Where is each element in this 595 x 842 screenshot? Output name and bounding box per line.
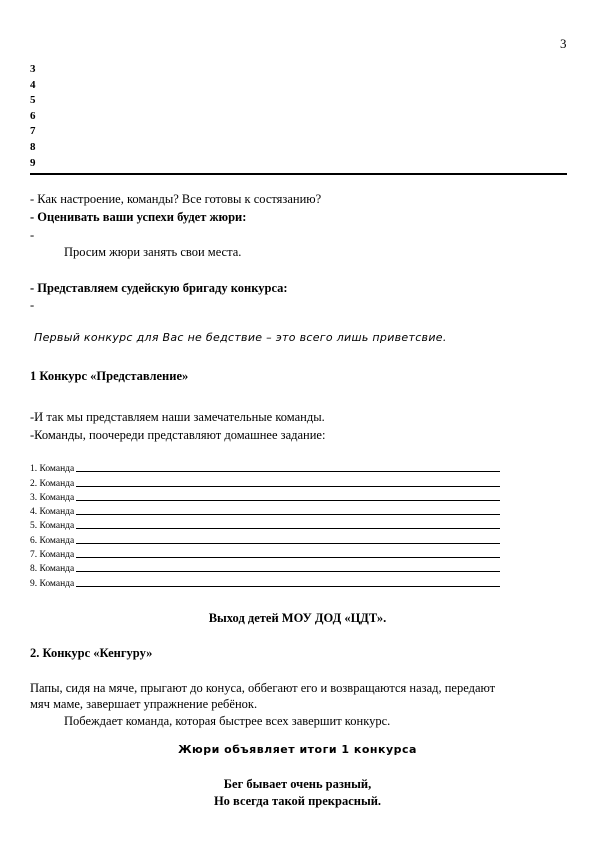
blank-line <box>76 471 500 472</box>
team-row <box>30 460 500 474</box>
contest-1-line: -И так мы представляем наши замечательные команды. <box>30 410 325 424</box>
team-label: 3. Команда <box>30 492 75 503</box>
list-item: 9 <box>30 156 36 169</box>
italic-greeting-line: Первый конкурс для Вас не бедствие – это всего лишь приветсвие. <box>34 331 447 344</box>
blank-line <box>76 586 500 587</box>
team-row <box>30 517 500 531</box>
contest-1-line: -Команды, поочереди представляют домашнее задание: <box>30 428 326 442</box>
team-label: 8. Команда <box>30 564 75 575</box>
intro-line-seats: Просим жюри занять свои места. <box>64 245 242 259</box>
list-item: 4 <box>30 78 36 91</box>
intro-line-mood: - Как настроение, команды? Все готовы к состязанию? <box>30 192 322 206</box>
blank-line <box>76 528 500 529</box>
blank-line <box>76 514 500 515</box>
list-item: 6 <box>30 109 36 122</box>
blank-line <box>76 543 500 544</box>
contest-2-line: мяч маме, завершает упражнение ребёнок. <box>30 697 258 711</box>
poem-line: Но всегда такой прекрасный. <box>213 794 382 808</box>
jury-announcement: Жюри объявляет итоги 1 конкурса <box>178 743 417 756</box>
intro-line-brigade: - Представляем судейскую бригаду конкурса: <box>30 281 288 295</box>
page-number: 3 <box>560 36 567 51</box>
team-label: 5. Команда <box>30 521 75 532</box>
contest-2-title: 2. Конкурс «Кенгуру» <box>30 646 153 660</box>
list-item: 5 <box>30 94 36 107</box>
team-label: 4. Команда <box>30 507 75 518</box>
contest-2-line: Побеждает команда, которая быстрее всех завершит конкурс. <box>64 714 391 728</box>
team-row <box>30 560 500 574</box>
team-row <box>30 474 500 488</box>
team-label: 6. Команда <box>30 535 75 546</box>
intro-line-jury: - Оценивать ваши успехи будет жюри: <box>30 210 247 224</box>
team-row <box>30 574 500 588</box>
team-list <box>30 460 500 589</box>
intro-dash: - <box>30 228 35 242</box>
blank-line <box>76 486 500 487</box>
list-item: 8 <box>30 140 36 153</box>
intro-dash: - <box>30 298 35 312</box>
list-item: 3 <box>30 63 36 75</box>
horizontal-divider <box>30 173 567 175</box>
poem-line: Бег бывает очень разный, <box>223 777 372 791</box>
team-label: 2. Команда <box>30 478 75 489</box>
team-row <box>30 503 500 517</box>
blank-line <box>76 571 500 572</box>
numbered-list <box>30 62 36 171</box>
team-row <box>30 546 500 560</box>
list-item: 7 <box>30 125 36 138</box>
exit-heading: Выход детей МОУ ДОД «ЦДТ». <box>208 611 387 625</box>
team-row <box>30 489 500 503</box>
team-label: 9. Команда <box>30 578 75 589</box>
team-label: 7. Команда <box>30 550 75 561</box>
blank-line <box>76 557 500 558</box>
contest-2-line: Папы, сидя на мяче, прыгают до конуса, оббегают его и возвращаются назад, передают <box>30 681 496 695</box>
team-row <box>30 531 500 545</box>
blank-line <box>76 500 500 501</box>
contest-1-title: 1 Конкурс «Представление» <box>30 369 189 383</box>
team-label: 1. Команда <box>30 464 75 475</box>
